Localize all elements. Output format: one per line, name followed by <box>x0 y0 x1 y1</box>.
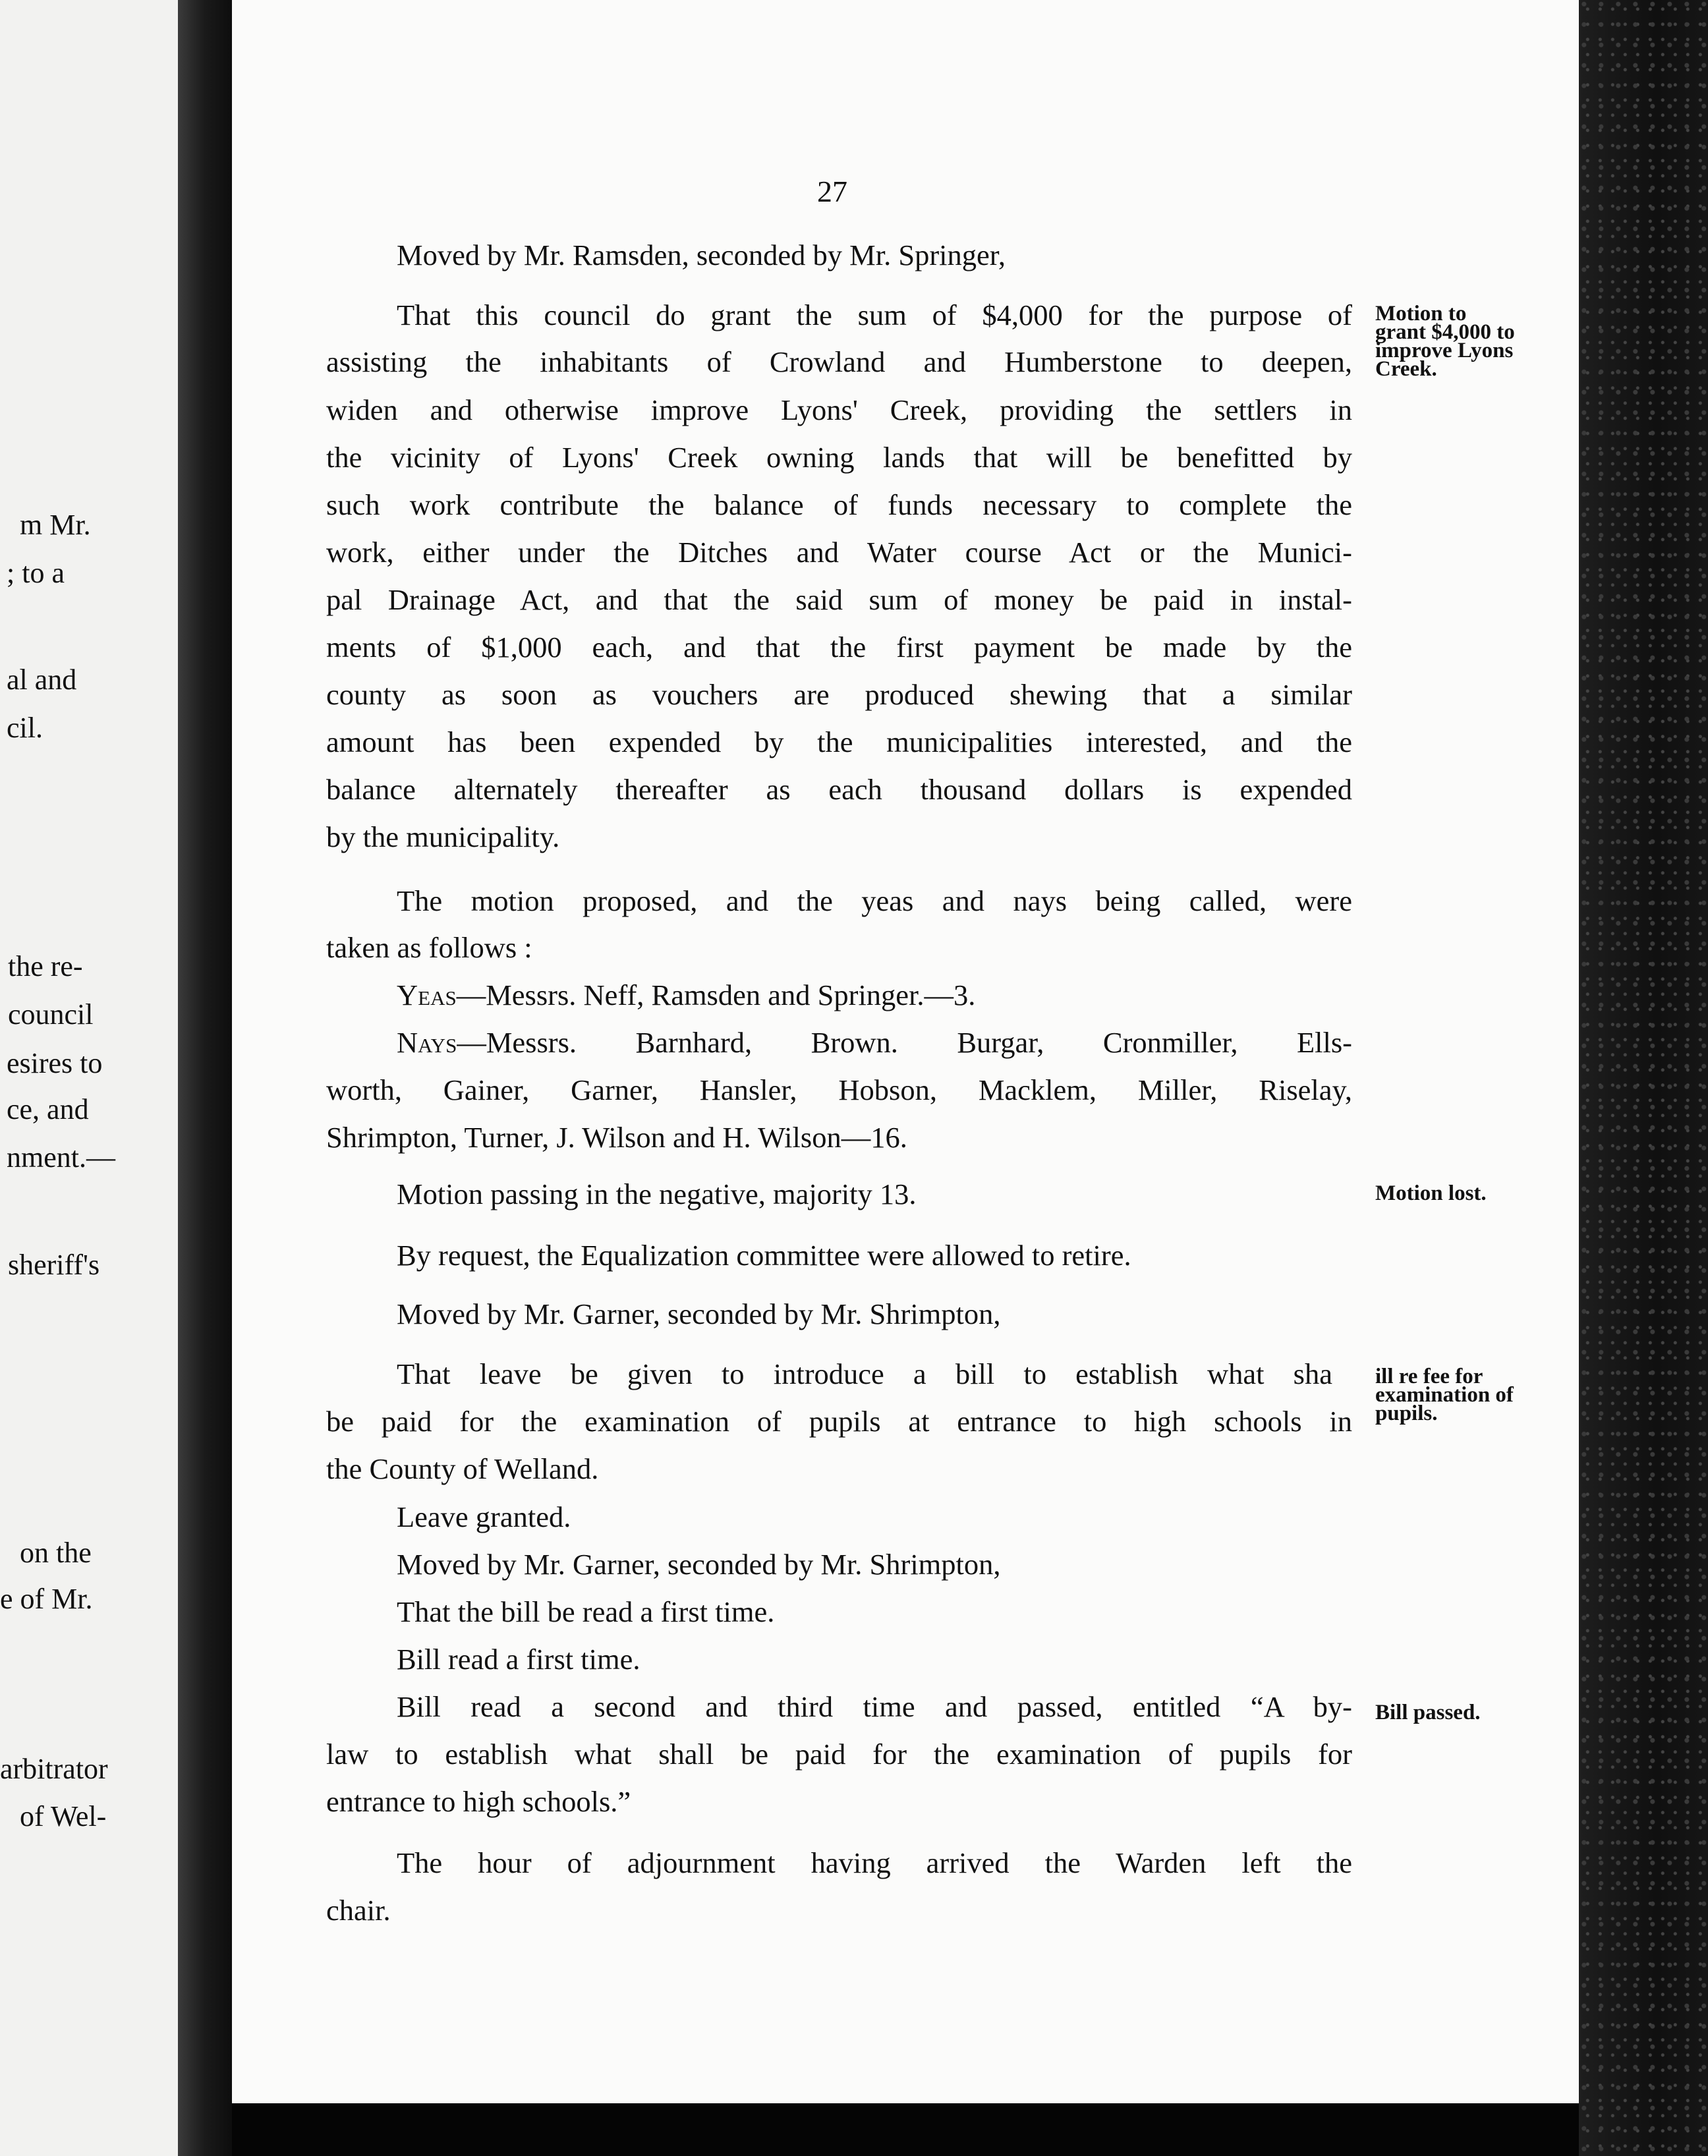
paragraph-line: assisting the inhabitants of Crowland and Humberstone to deepen, <box>326 345 1352 378</box>
yeas-text: —Messrs. Neff, Ramsden and Springer.—3. <box>456 979 976 1011</box>
left-fragment: ; to a <box>7 557 65 589</box>
left-fragment: of Wel- <box>20 1800 107 1832</box>
paragraph-line: county as soon as vouchers are produced shewing that a similar <box>326 678 1352 711</box>
yeas-label: Yeas <box>397 979 457 1011</box>
margin-note-motion-grant: Motion to grant $4,000 to improve Lyons Creek. <box>1375 302 1515 381</box>
paragraph-line: That this council do grant the sum of $4,000 for the purpose of <box>397 298 1352 331</box>
paragraph-line: Shrimpton, Turner, J. Wilson and H. Wilson—16. <box>326 1121 907 1154</box>
paragraph-line: By request, the Equalization committee were allowed to retire. <box>397 1239 1131 1272</box>
margin-note-bill-passed: Bill passed. <box>1375 1701 1481 1724</box>
paragraph-line: Leave granted. <box>397 1500 571 1533</box>
left-fragment: council <box>8 998 94 1031</box>
margin-note-motion-lost: Motion lost. <box>1375 1181 1487 1205</box>
paragraph-line: The motion proposed, and the yeas and nays being called, were <box>397 884 1352 917</box>
paragraph-line: balance alternately thereafter as each thousand dollars is expended <box>326 773 1352 806</box>
left-fragment: cil. <box>7 712 43 744</box>
paragraph-line: be paid for the examination of pupils at entrance to high schools in <box>326 1405 1352 1438</box>
left-fragment: ce, and <box>7 1093 89 1125</box>
paragraph-line: entrance to high schools.” <box>326 1785 631 1818</box>
page-edge-shadow <box>1579 0 1708 2156</box>
left-fragment: sheriff's <box>8 1249 100 1281</box>
paragraph-line: such work contribute the balance of funds necessary to complete the <box>326 488 1352 521</box>
paragraph-line: taken as follows : <box>326 931 532 964</box>
left-page-fragment <box>0 0 178 2156</box>
nays-label: Nays <box>397 1026 457 1059</box>
left-fragment: on the <box>20 1537 92 1569</box>
paragraph-line: ments of $1,000 each, and that the first payment be made by the <box>326 631 1352 664</box>
paragraph-line: The hour of adjournment having arrived the Warden left the <box>397 1846 1352 1879</box>
paragraph-line: by the municipality. <box>326 820 560 853</box>
left-fragment: nment.— <box>7 1141 115 1174</box>
nays-text: —Messrs. Barnhard, Brown. Burgar, Cronmiller, Ells- <box>457 1026 1352 1059</box>
page-bottom-shadow <box>232 2103 1579 2156</box>
page-number: 27 <box>817 175 847 208</box>
paragraph-line: widen and otherwise improve Lyons' Creek, providing the settlers in <box>326 393 1352 426</box>
paragraph-line: Bill read a first time. <box>397 1643 640 1676</box>
paragraph-line: work, either under the Ditches and Water course Act or the Munici- <box>326 536 1352 569</box>
paragraph-line: Moved by Mr. Garner, seconded by Mr. Shrimpton, <box>397 1548 1001 1581</box>
paragraph-line: Motion passing in the negative, majority 13. <box>397 1177 917 1210</box>
left-fragment: the re- <box>8 950 83 982</box>
left-fragment: arbitrator <box>0 1753 108 1785</box>
paragraph-line: Bill read a second and third time and passed, entitled “A by- <box>397 1690 1352 1723</box>
nays-line <box>397 1028 1352 1058</box>
yeas-line <box>397 980 975 1010</box>
paragraph-line: Moved by Mr. Garner, seconded by Mr. Shrimpton, <box>397 1297 1001 1330</box>
paragraph-line: That the bill be read a first time. <box>397 1595 775 1628</box>
paragraph-line: the County of Welland. <box>326 1452 599 1485</box>
left-fragment: al and <box>7 664 77 696</box>
left-fragment: esires to <box>7 1047 103 1079</box>
margin-note-bill-fee: ill re fee for examination of pupils. <box>1375 1365 1514 1425</box>
paragraph-line: law to establish what shall be paid for the examination of pupils for <box>326 1738 1352 1771</box>
book-gutter <box>178 0 232 2156</box>
paragraph-line: chair. <box>326 1894 391 1927</box>
left-fragment: m Mr. <box>20 509 91 541</box>
left-fragment: e of Mr. <box>0 1583 93 1615</box>
paragraph-line: worth, Gainer, Garner, Hansler, Hobson, Macklem, Miller, Riselay, <box>326 1073 1352 1106</box>
paragraph-line: the vicinity of Lyons' Creek owning lands that will be benefitted by <box>326 441 1352 474</box>
paragraph-line: Moved by Mr. Ramsden, seconded by Mr. Springer, <box>397 239 1006 271</box>
paragraph-line: pal Drainage Act, and that the said sum of money be paid in instal- <box>326 583 1352 616</box>
paragraph-line: amount has been expended by the municipalities interested, and the <box>326 725 1352 758</box>
paragraph-line: That leave be given to introduce a bill to establish what sha <box>397 1357 1332 1390</box>
